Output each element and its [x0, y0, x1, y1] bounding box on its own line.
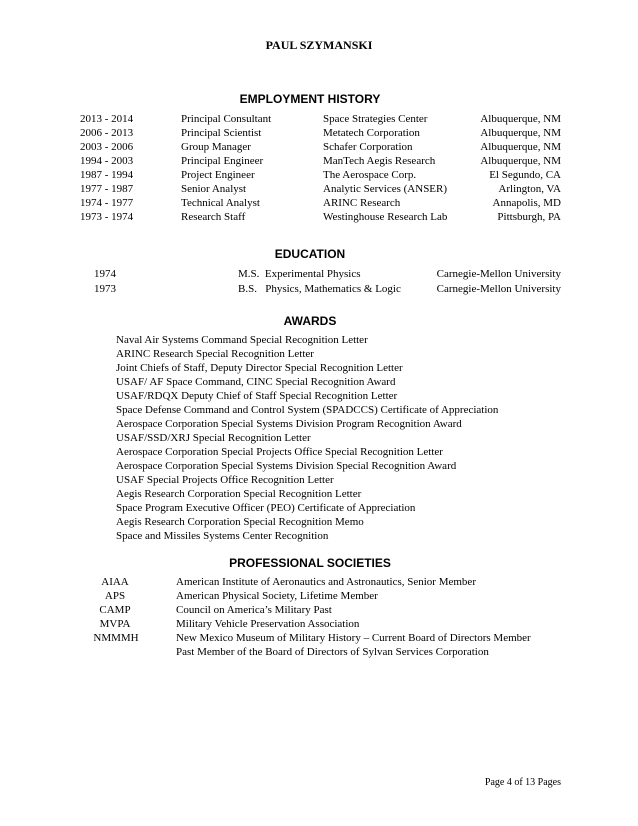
award-item: USAF/ AF Space Command, CINC Special Recognition Award [116, 376, 396, 388]
society-description: American Physical Society, Lifetime Member [176, 590, 378, 602]
employment-company: Westinghouse Research Lab [323, 211, 448, 223]
society-row [0, 589, 638, 603]
society-description: Past Member of the Board of Directors of Sylvan Services Corporation [176, 646, 489, 658]
employment-location: Albuquerque, NM [480, 141, 561, 153]
employment-location: Annapolis, MD [492, 197, 561, 209]
award-item: Space Program Executive Officer (PEO) Certificate of Appreciation [116, 502, 416, 514]
society-row [0, 603, 638, 617]
education-row [0, 282, 638, 296]
society-row [0, 575, 638, 589]
award-item: USAF Special Projects Office Recognition Letter [116, 474, 334, 486]
employment-dates: 1977 - 1987 [80, 183, 134, 195]
employment-location: El Segundo, CA [489, 169, 561, 181]
education-year: 1974 [94, 268, 116, 280]
employment-title: Technical Analyst [181, 197, 260, 209]
award-item: Aerospace Corporation Special Projects Office Special Recognition Letter [116, 446, 443, 458]
employment-company: Space Strategies Center [323, 113, 428, 125]
employment-title: Project Engineer [181, 169, 255, 181]
employment-title: Principal Scientist [181, 127, 262, 139]
resume-name: PAUL SZYMANSKI [265, 38, 373, 52]
employment-dates: 1973 - 1974 [80, 211, 134, 223]
employment-title: Senior Analyst [181, 183, 247, 195]
employment-company: Schafer Corporation [323, 141, 413, 153]
employment-row [0, 154, 638, 168]
employment-title: Principal Engineer [181, 155, 264, 167]
employment-location: Arlington, VA [498, 183, 561, 195]
society-row [0, 631, 638, 645]
society-row [0, 617, 638, 631]
award-item: Space Defense Command and Control System (SPADCCS) Certificate of Appreciation [116, 404, 499, 416]
employment-location: Albuquerque, NM [480, 127, 561, 139]
employment-row [0, 140, 638, 154]
award-item: Aegis Research Corporation Special Recognition Letter [116, 488, 362, 500]
societies-heading: PROFESSIONAL SOCIETIES [229, 556, 391, 570]
society-abbr: APS [104, 590, 126, 602]
employment-row [0, 112, 638, 126]
society-description: Military Vehicle Preservation Association [176, 618, 360, 630]
society-abbr: NMMMH [93, 632, 139, 644]
award-item: Naval Air Systems Command Special Recognition Letter [116, 334, 368, 346]
employment-company: Analytic Services (ANSER) [323, 183, 448, 195]
society-abbr: MVPA [99, 618, 131, 630]
education-year: 1973 [94, 283, 116, 295]
award-item: Joint Chiefs of Staff, Deputy Director Special Recognition Letter [116, 362, 403, 374]
society-description: Council on America’s Military Past [176, 604, 332, 616]
award-item: ARINC Research Special Recognition Letter [116, 348, 314, 360]
education-row [0, 267, 638, 281]
employment-dates: 2003 - 2006 [80, 141, 134, 153]
employment-row [0, 182, 638, 196]
award-item: Space and Missiles Systems Center Recognition [116, 530, 329, 542]
education-school: Carnegie-Mellon University [436, 283, 561, 295]
employment-company: Metatech Corporation [323, 127, 420, 139]
award-item: Aerospace Corporation Special Systems Division Program Recognition Award [116, 418, 462, 430]
education-degree: M.S. Experimental Physics [238, 268, 361, 280]
award-item: USAF/RDQX Deputy Chief of Staff Special Recognition Letter [116, 390, 398, 402]
employment-company: The Aerospace Corp. [323, 169, 417, 181]
society-row [0, 645, 638, 659]
employment-row [0, 210, 638, 224]
employment-row [0, 168, 638, 182]
employment-row [0, 196, 638, 210]
award-item: Aegis Research Corporation Special Recognition Memo [116, 516, 364, 528]
employment-row [0, 126, 638, 140]
employment-title: Group Manager [181, 141, 251, 153]
education-school: Carnegie-Mellon University [436, 268, 561, 280]
employment-location: Albuquerque, NM [480, 155, 561, 167]
employment-title: Research Staff [181, 211, 246, 223]
award-item: Aerospace Corporation Special Systems Division Special Recognition Award [116, 460, 457, 472]
employment-dates: 1974 - 1977 [80, 197, 134, 209]
employment-location: Albuquerque, NM [480, 113, 561, 125]
education-heading: EDUCATION [274, 247, 346, 261]
award-item: USAF/SSD/XRJ Special Recognition Letter [116, 432, 311, 444]
employment-heading: EMPLOYMENT HISTORY [239, 92, 381, 106]
awards-heading: AWARDS [283, 314, 337, 328]
page-number: Page 4 of 13 Pages [484, 777, 561, 788]
employment-company: ARINC Research [323, 197, 401, 209]
employment-title: Principal Consultant [181, 113, 272, 125]
employment-location: Pittsburgh, PA [497, 211, 561, 223]
society-abbr: CAMP [99, 604, 131, 616]
employment-dates: 2013 - 2014 [80, 113, 134, 125]
society-description: New Mexico Museum of Military History – Current Board of Directors Member [176, 632, 531, 644]
education-degree: B.S. Physics, Mathematics & Logic [238, 283, 401, 295]
employment-dates: 1994 - 2003 [80, 155, 134, 167]
employment-dates: 2006 - 2013 [80, 127, 134, 139]
society-description: American Institute of Aeronautics and Astronautics, Senior Member [176, 576, 476, 588]
employment-company: ManTech Aegis Research [323, 155, 436, 167]
society-abbr: AIAA [101, 576, 129, 588]
employment-dates: 1987 - 1994 [80, 169, 134, 181]
